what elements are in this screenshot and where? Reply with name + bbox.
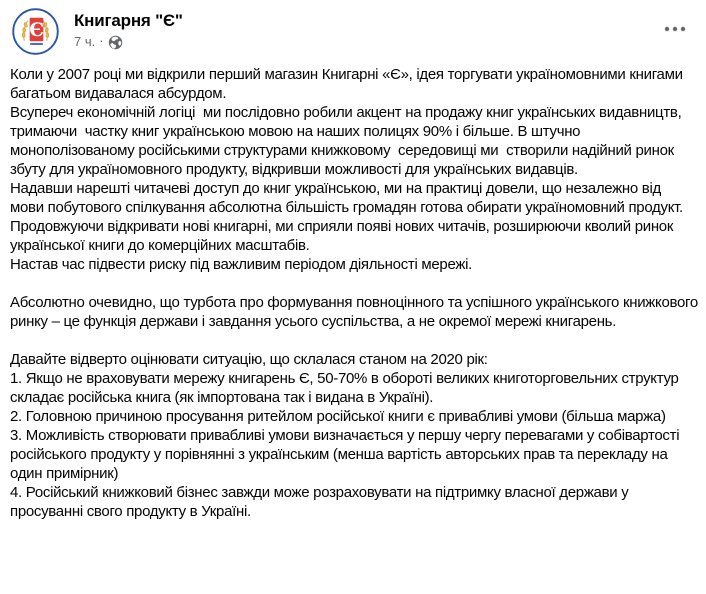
post-paragraph: Всупереч економічній логіці ми послідовно робили акцент на продажу книг українських видавництв, тримаючи частку книг українською мовою на наших полицях 90% і більше. В штучно монополізованому російськими структурами книжковому середовищі ми створили надійний ринок збуту для україномовного продукту, відкривши можливості для українських видавців. bbox=[10, 104, 686, 178]
post-paragraph: 1. Якщо не враховувати мережу книгарень Є, 50-70% в обороті великих книготорговельних структур складає російська книга (як імпортована так і видана в Україні). bbox=[10, 370, 683, 406]
post-paragraph: Давайте відверто оцінювати ситуацію, що склалася станом на 2020 рік: bbox=[10, 351, 488, 368]
post-paragraph: Продовжуючи відкривати нові книгарні, ми сприяли появі нових читачів, розширюючи кволий ринок української книги до комерційних масштабів. bbox=[10, 218, 677, 254]
ellipsis-icon bbox=[664, 26, 686, 32]
avatar[interactable] bbox=[12, 8, 59, 55]
post-paragraph: 4. Російський книжковий бізнес завжди може розраховувати на підтримку власної держави у просуванні свого продукту в Україні. bbox=[10, 484, 633, 520]
post-paragraph: Надавши нарешті читачеві доступ до книг українською, ми на практиці довели, що незалежно від мови побутового спілкування абсолютна більшість громадян готова обирати україномовний продукт. bbox=[10, 180, 683, 216]
post-paragraph: 2. Головною причиною просування ритейлом російської книги є привабливі умови (більша маржа) bbox=[10, 408, 666, 425]
bookstore-logo-icon bbox=[12, 8, 59, 55]
post-paragraph: Абсолютно очевидно, що турбота про формування повноцінного та успішного українського книжкового ринку – це функція держави і завдання усього суспільства, а не окремої мережі книгарень. bbox=[10, 294, 702, 330]
post-options-button[interactable] bbox=[660, 22, 690, 36]
post-paragraph: Коли у 2007 році ми відкрили перший магазин Книгарні «Є», ідея торгувати україномовними книгами багатьом видавалася абсурдом. bbox=[10, 66, 687, 102]
page-name-link[interactable]: Книгарня "Є" bbox=[74, 11, 183, 30]
timestamp-link[interactable]: 7 ч. bbox=[74, 34, 96, 49]
post-text bbox=[0, 58, 706, 521]
post-paragraph-blank bbox=[10, 331, 698, 350]
globe-icon bbox=[108, 35, 123, 50]
meta-separator: · bbox=[99, 33, 104, 48]
post-meta bbox=[74, 33, 183, 51]
post-header-text bbox=[74, 8, 183, 51]
post-paragraph: Настав час підвести риску під важливим періодом діяльності мережі. bbox=[10, 256, 472, 273]
post-paragraph-blank bbox=[10, 274, 698, 293]
post-header bbox=[0, 0, 706, 58]
svg-text:Є: Є bbox=[29, 20, 45, 42]
post-paragraph: 3. Можливість створювати привабливі умови визначається у першу чергу перевагами у собівартості російського продукту у порівнянні з українським (менша вартість авторських прав та перекладу на один примірник) bbox=[10, 427, 684, 482]
